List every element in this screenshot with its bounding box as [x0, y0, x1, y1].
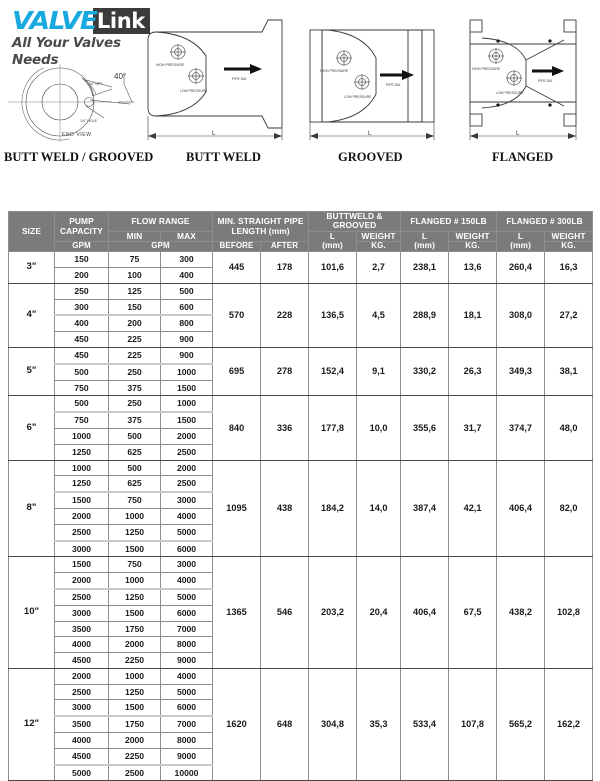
cell-flow-max: 3000 — [161, 492, 213, 508]
cell-flow-max: 2500 — [161, 444, 213, 460]
cell-before: 695 — [213, 347, 261, 395]
drawing-flanged — [452, 14, 598, 148]
header-min-straight-pipe: MIN. STRAIGHT PIPE LENGTH (mm) — [213, 212, 309, 242]
cell-buttweld-weight: 20,4 — [357, 557, 401, 669]
cell-flanged150-weight: 31,7 — [449, 396, 497, 460]
header-size: SIZE — [9, 212, 55, 252]
cell-pump-capacity: 150 — [55, 252, 109, 268]
cell-pump-capacity: 3500 — [55, 716, 109, 732]
cell-buttweld-weight: 10,0 — [357, 396, 401, 460]
header-flow-min: MIN — [109, 231, 161, 241]
cell-flanged300-weight: 27,2 — [545, 283, 593, 347]
diagram-band — [0, 0, 600, 200]
cell-flow-max: 500 — [161, 283, 213, 299]
label-low-pressure-2: LOW PRESSURE — [344, 95, 372, 99]
cell-flow-max: 4000 — [161, 508, 213, 524]
cell-buttweld-weight: 4,5 — [357, 283, 401, 347]
label-high-pressure-3: HIGH PRESSURE — [472, 67, 501, 71]
cell-flow-max: 10000 — [161, 765, 213, 781]
cell-after: 228 — [261, 283, 309, 347]
header-bw-l-text: L — [329, 231, 336, 242]
table-head — [9, 212, 593, 252]
cell-pump-capacity: 4500 — [55, 748, 109, 764]
cell-pump-capacity: 750 — [55, 412, 109, 428]
cell-size: 5" — [9, 347, 55, 395]
cell-flow-max: 8000 — [161, 637, 213, 653]
table-row — [9, 252, 593, 268]
cell-pump-capacity: 1250 — [55, 444, 109, 460]
label-hole: 1/4" HOLE — [80, 119, 98, 123]
label-length-2: L — [368, 131, 372, 137]
cell-buttweld-weight: 14,0 — [357, 460, 401, 557]
header-flanged-150: FLANGED # 150LB — [401, 212, 497, 232]
label-high-pressure-1: HIGH PRESSURE — [156, 63, 185, 67]
cell-pump-capacity: 3000 — [55, 541, 109, 557]
drawing-butt-weld — [140, 12, 290, 147]
header-f300-weight: WEIGHT — [545, 231, 593, 241]
cell-buttweld-l: 101,6 — [309, 252, 357, 284]
cell-flow-max: 2000 — [161, 460, 213, 476]
cell-flow-min: 250 — [109, 364, 161, 380]
header-bw-l — [309, 231, 357, 251]
cell-flanged150-l: 406,4 — [401, 557, 449, 669]
cell-flanged150-l: 355,6 — [401, 396, 449, 460]
header-bw-weight-unit: KG. — [357, 242, 401, 252]
header-pump-unit: GPM — [55, 242, 109, 252]
cell-after: 546 — [261, 557, 309, 669]
cell-buttweld-l: 203,2 — [309, 557, 357, 669]
header-row-1 — [9, 212, 593, 232]
cell-pump-capacity: 1000 — [55, 428, 109, 444]
cell-flanged300-weight: 102,8 — [545, 557, 593, 669]
cell-buttweld-l: 184,2 — [309, 460, 357, 557]
label-low-pressure-3: LOW PRESSURE — [496, 91, 524, 95]
cell-flanged300-l: 349,3 — [497, 347, 545, 395]
cell-pump-capacity: 2000 — [55, 668, 109, 684]
header-f150-l — [401, 231, 449, 251]
cell-size: 10" — [9, 557, 55, 669]
cell-flow-min: 1250 — [109, 684, 161, 700]
cell-flanged300-weight: 162,2 — [545, 668, 593, 781]
cell-flow-min: 1750 — [109, 716, 161, 732]
header-bw-l-unit: (mm) — [322, 240, 343, 251]
cell-flanged300-weight: 82,0 — [545, 460, 593, 557]
cell-size: 12" — [9, 668, 55, 781]
cell-pump-capacity: 2500 — [55, 524, 109, 540]
cell-flanged150-l: 288,9 — [401, 283, 449, 347]
cell-before: 1095 — [213, 460, 261, 557]
caption-flanged: FLANGED — [492, 150, 554, 164]
cell-flow-min: 375 — [109, 380, 161, 396]
cell-flanged150-weight: 26,3 — [449, 347, 497, 395]
cell-flanged150-l: 387,4 — [401, 460, 449, 557]
cell-flow-min: 125 — [109, 283, 161, 299]
cell-flow-max: 5000 — [161, 524, 213, 540]
cell-flow-max: 600 — [161, 299, 213, 315]
label-angle: 40° — [114, 72, 127, 81]
cell-flow-min: 750 — [109, 492, 161, 508]
cell-before: 1365 — [213, 557, 261, 669]
header-flanged-300: FLANGED # 300LB — [497, 212, 593, 232]
cell-flow-min: 1250 — [109, 589, 161, 605]
cell-flow-min: 2000 — [109, 637, 161, 653]
cell-flow-min: 2500 — [109, 765, 161, 781]
header-f150-weight-unit: KG. — [449, 242, 497, 252]
cell-flanged300-l: 308,0 — [497, 283, 545, 347]
cell-flow-max: 2500 — [161, 476, 213, 492]
label-end-view: END VIEW — [62, 132, 92, 138]
cell-flow-max: 1500 — [161, 412, 213, 428]
cell-flow-min: 1000 — [109, 573, 161, 589]
cell-flow-min: 1500 — [109, 605, 161, 621]
header-f300-weight-unit: KG. — [545, 242, 593, 252]
caption-butt-weld: BUTT WELD — [186, 150, 261, 164]
cell-flanged300-weight: 38,1 — [545, 347, 593, 395]
cell-pump-capacity: 450 — [55, 347, 109, 363]
cell-flow-max: 900 — [161, 332, 213, 348]
cell-flow-max: 6000 — [161, 700, 213, 716]
header-f150-l-unit: (mm) — [414, 240, 435, 251]
cell-flow-min: 1500 — [109, 541, 161, 557]
cell-after: 278 — [261, 347, 309, 395]
cell-flow-min: 1250 — [109, 524, 161, 540]
header-f300-l — [497, 231, 545, 251]
cell-flow-min: 625 — [109, 444, 161, 460]
cell-flow-max: 400 — [161, 267, 213, 283]
cell-pump-capacity: 2000 — [55, 573, 109, 589]
cell-flow-min: 1750 — [109, 621, 161, 637]
table-body — [9, 252, 593, 781]
cell-flow-min: 200 — [109, 315, 161, 331]
header-f300-l-text: L — [517, 231, 524, 242]
specification-table — [8, 211, 593, 781]
label-low-pressure-1: LOW PRESSURE — [180, 89, 208, 93]
cell-flow-max: 5000 — [161, 589, 213, 605]
specification-table-wrap — [8, 211, 592, 781]
cell-flow-max: 300 — [161, 252, 213, 268]
cell-buttweld-l: 304,8 — [309, 668, 357, 781]
cell-flow-max: 2000 — [161, 428, 213, 444]
header-f300-l-unit: (mm) — [510, 240, 531, 251]
cell-flanged300-weight: 16,3 — [545, 252, 593, 284]
cell-pump-capacity: 2500 — [55, 684, 109, 700]
cell-flow-max: 4000 — [161, 668, 213, 684]
cell-flow-max: 6000 — [161, 605, 213, 621]
cell-flow-min: 1000 — [109, 508, 161, 524]
table-row — [9, 557, 593, 573]
cell-flow-max: 3000 — [161, 557, 213, 573]
label-pipe-dia-3: PIPE DIA — [538, 79, 553, 83]
header-bw-weight: WEIGHT — [357, 231, 401, 241]
logo-text-valve: VALVE — [12, 6, 97, 35]
cell-flow-min: 1500 — [109, 700, 161, 716]
cell-flow-max: 9000 — [161, 653, 213, 669]
caption-butt-weld-grooved: BUTT WELD / GROOVED — [4, 150, 154, 164]
label-high-pressure-2: HIGH PRESSURE — [320, 69, 349, 73]
cell-pump-capacity: 1250 — [55, 476, 109, 492]
cell-flow-min: 150 — [109, 299, 161, 315]
cell-flow-min: 2000 — [109, 733, 161, 749]
cell-pump-capacity: 1000 — [55, 460, 109, 476]
cell-pump-capacity: 4000 — [55, 733, 109, 749]
cell-flow-max: 5000 — [161, 684, 213, 700]
drawing-grooved — [298, 18, 448, 148]
cell-after: 648 — [261, 668, 309, 781]
cell-flanged150-weight: 42,1 — [449, 460, 497, 557]
cell-buttweld-weight: 35,3 — [357, 668, 401, 781]
cell-before: 570 — [213, 283, 261, 347]
cell-flow-max: 8000 — [161, 733, 213, 749]
header-before: BEFORE — [213, 242, 261, 252]
label-pipe-dia-1: PIPE DIA — [232, 77, 247, 81]
cell-flow-min: 2250 — [109, 653, 161, 669]
cell-flanged150-weight: 67,5 — [449, 557, 497, 669]
cell-pump-capacity: 4500 — [55, 653, 109, 669]
header-flow-max: MAX — [161, 231, 213, 241]
cell-pump-capacity: 750 — [55, 380, 109, 396]
cell-flanged300-l: 260,4 — [497, 252, 545, 284]
cell-flow-max: 6000 — [161, 541, 213, 557]
cell-flow-min: 225 — [109, 332, 161, 348]
header-pump-capacity: PUMP CAPACITY — [55, 212, 109, 242]
cell-flow-max: 9000 — [161, 748, 213, 764]
cell-flow-min: 225 — [109, 347, 161, 363]
cell-flow-min: 75 — [109, 252, 161, 268]
label-npt: 1/4" NPT — [88, 82, 103, 86]
cell-before: 445 — [213, 252, 261, 284]
cell-pump-capacity: 3000 — [55, 605, 109, 621]
cell-pump-capacity: 400 — [55, 315, 109, 331]
cell-flanged150-l: 533,4 — [401, 668, 449, 781]
cell-flanged150-l: 238,1 — [401, 252, 449, 284]
cell-flanged300-l: 438,2 — [497, 557, 545, 669]
cell-flow-min: 375 — [109, 412, 161, 428]
cell-flow-max: 1500 — [161, 380, 213, 396]
cell-size: 8" — [9, 460, 55, 557]
table-row — [9, 460, 593, 476]
cell-flow-min: 100 — [109, 267, 161, 283]
cell-after: 438 — [261, 460, 309, 557]
cell-flanged150-l: 330,2 — [401, 347, 449, 395]
cell-pump-capacity: 3500 — [55, 621, 109, 637]
cell-pump-capacity: 1500 — [55, 557, 109, 573]
cell-flow-min: 750 — [109, 557, 161, 573]
header-flow-range: FLOW RANGE — [109, 212, 213, 232]
cell-flow-max: 7000 — [161, 621, 213, 637]
cell-pump-capacity: 300 — [55, 299, 109, 315]
cell-flanged300-l: 565,2 — [497, 668, 545, 781]
cell-flow-max: 1000 — [161, 364, 213, 380]
cell-flanged150-weight: 18,1 — [449, 283, 497, 347]
table-row — [9, 347, 593, 363]
cell-pump-capacity: 2500 — [55, 589, 109, 605]
cell-size: 3" — [9, 252, 55, 284]
cell-flow-max: 1000 — [161, 396, 213, 412]
header-buttweld-grooved: BUTTWELD & GROOVED — [309, 212, 401, 232]
header-after: AFTER — [261, 242, 309, 252]
label-length-1: L — [212, 131, 216, 137]
cell-flow-min: 250 — [109, 396, 161, 412]
brand-tagline: All Your Valves Needs — [12, 35, 121, 68]
cell-flanged300-l: 374,7 — [497, 396, 545, 460]
cell-buttweld-weight: 9,1 — [357, 347, 401, 395]
cell-flanged150-weight: 107,8 — [449, 668, 497, 781]
cell-before: 840 — [213, 396, 261, 460]
cell-flow-min: 2250 — [109, 748, 161, 764]
diagram-captions — [0, 150, 600, 170]
cell-pump-capacity: 4000 — [55, 637, 109, 653]
cell-flanged300-weight: 48,0 — [545, 396, 593, 460]
table-row — [9, 283, 593, 299]
cell-flanged300-l: 406,4 — [497, 460, 545, 557]
header-f150-l-text: L — [421, 231, 428, 242]
table-row — [9, 668, 593, 684]
cell-flow-max: 7000 — [161, 716, 213, 732]
cell-pump-capacity: 5000 — [55, 765, 109, 781]
header-f150-weight: WEIGHT — [449, 231, 497, 241]
cell-after: 178 — [261, 252, 309, 284]
cell-flow-max: 900 — [161, 347, 213, 363]
cell-before: 1620 — [213, 668, 261, 781]
caption-grooved: GROOVED — [338, 150, 403, 164]
cell-size: 6" — [9, 396, 55, 460]
cell-pump-capacity: 500 — [55, 364, 109, 380]
cell-pump-capacity: 250 — [55, 283, 109, 299]
cell-pump-capacity: 500 — [55, 396, 109, 412]
cell-buttweld-l: 177,8 — [309, 396, 357, 460]
cell-flanged150-weight: 13,6 — [449, 252, 497, 284]
logo-text-link: Link — [93, 8, 150, 34]
cell-after: 336 — [261, 396, 309, 460]
cell-flow-min: 500 — [109, 460, 161, 476]
table-row — [9, 396, 593, 412]
cell-flow-min: 1000 — [109, 668, 161, 684]
cell-flow-max: 800 — [161, 315, 213, 331]
cell-buttweld-l: 136,5 — [309, 283, 357, 347]
cell-size: 4" — [9, 283, 55, 347]
cell-pump-capacity: 450 — [55, 332, 109, 348]
cell-buttweld-l: 152,4 — [309, 347, 357, 395]
cell-flow-min: 500 — [109, 428, 161, 444]
label-length-3: L — [516, 131, 520, 137]
cell-buttweld-weight: 2,7 — [357, 252, 401, 284]
label-pipe-dia-2: PIPE DIA — [386, 83, 401, 87]
drawing-end-view — [0, 56, 150, 148]
cell-pump-capacity: 1500 — [55, 492, 109, 508]
cell-pump-capacity: 2000 — [55, 508, 109, 524]
cell-pump-capacity: 200 — [55, 267, 109, 283]
header-flow-unit: GPM — [109, 242, 213, 252]
cell-flow-max: 4000 — [161, 573, 213, 589]
cell-pump-capacity: 3000 — [55, 700, 109, 716]
cell-flow-min: 625 — [109, 476, 161, 492]
